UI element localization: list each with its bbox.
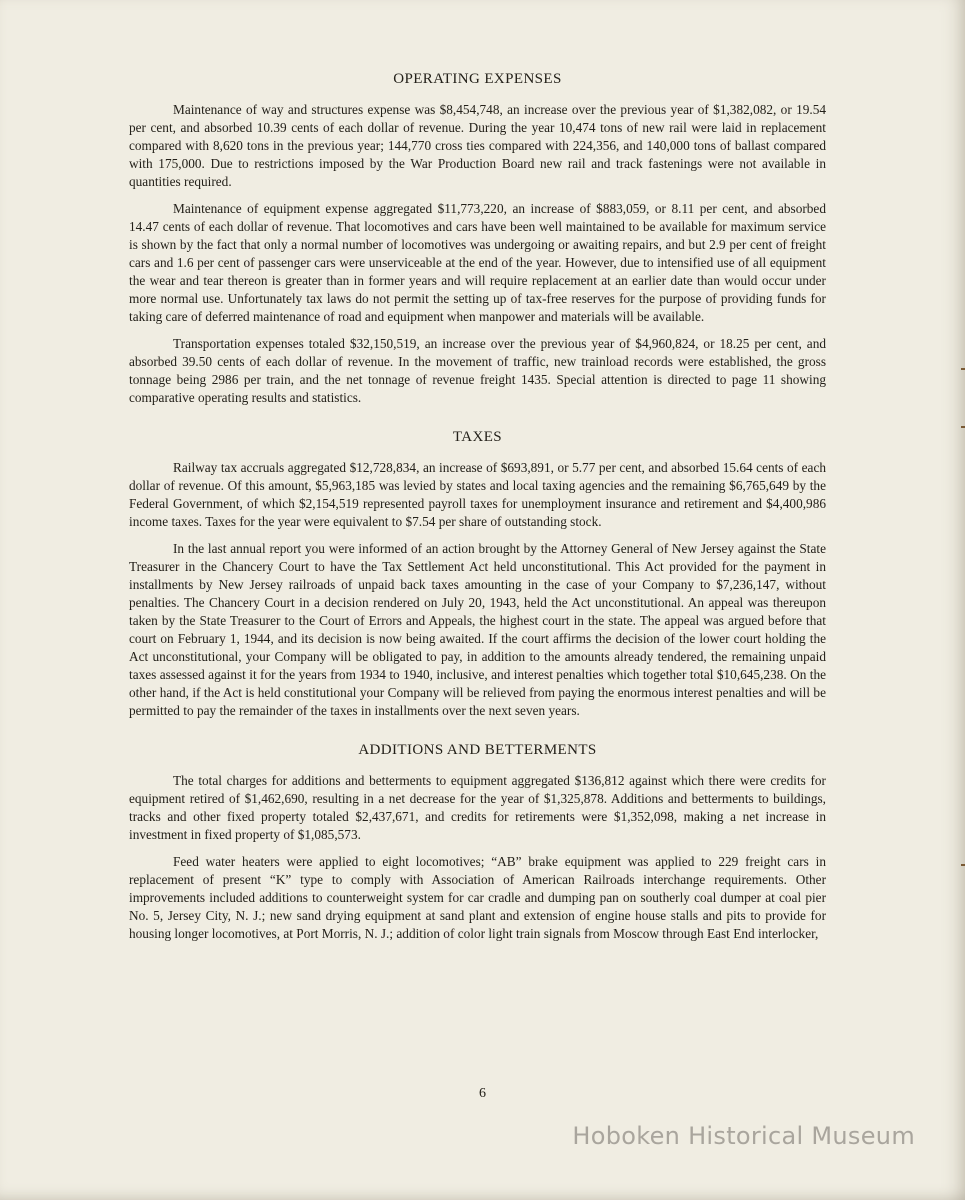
document-body — [129, 70, 826, 943]
additions-paragraph-2: Feed water heaters were applied to eight locomotives; “AB” brake equipment was applied to 229 freight cars in replacement of present “K” type to comply with Association of American Railroads interchange requirements. Other improvements included additions to counterweight system for car cradle and dumping pan on southerly coal dumper at coal pier No. 5, Jersey City, N. J.; new sand drying equipment at sand plant and extension of engine house stalls and pits to provide for housing longer locomotives, at Port Morris, N. J.; addition of color light train signals from Moscow through East End interlocker, — [129, 854, 826, 941]
taxes-heading: TAXES — [452, 429, 503, 445]
taxes-section — [129, 428, 826, 720]
additions-betterments-heading: ADDITIONS AND BETTERMENTS — [358, 742, 597, 758]
taxes-paragraph-1: Railway tax accruals aggregated $12,728,834, an increase of $693,891, or 5.77 per cent, and absorbed 15.64 cents of each dollar of revenue. Of this amount, $5,963,185 was levied by states and local taxing agencies and the remaining $6,765,649 by the Federal Government, of which $2,154,519 represented payroll taxes for unemployment insurance and retirement and $4,400,986 income taxes. Taxes for the year were equivalent to $7.54 per share of outstanding stock. — [129, 460, 826, 529]
page-edge-mark — [961, 864, 965, 866]
additions-paragraph-1: The total charges for additions and betterments to equipment aggregated $136,812 against which there were credits for equipment retired of $1,462,690, resulting in a net decrease for the year of $1,325,878. Additions and betterments to buildings, tracks and other fixed property totaled $2,437,671, and credits for retirements were $1,352,098, making a net increase in investment in fixed property of $1,085,573. — [129, 773, 826, 842]
museum-watermark: Hoboken Historical Museum — [572, 1122, 915, 1150]
additions-betterments-section — [129, 741, 826, 943]
taxes-paragraph-2: In the last annual report you were informed of an action brought by the Attorney General of New Jersey against the State Treasurer in the Chancery Court to have the Tax Settlement Act held unconstitutional. This Act provided for the payment in installments by New Jersey railroads of unpaid back taxes amounting in the case of your Company to $7,236,147, without penalties. The Chancery Court in a decision rendered on July 20, 1943, held the Act unconstitutional. An appeal was thereupon taken by the State Treasurer to the Court of Errors and Appeals, the highest court in the state. The appeal was argued before that court on February 1, 1944, and its decision is now being awaited. If the court affirms the decision of the lower court holding the Act unconstitutional, your Company will be obligated to pay, in addition to the amounts already tendered, the remaining unpaid taxes assessed against it for the years from 1934 to 1940, inclusive, and interest penalties which together total $10,645,238. On the other hand, if the Act is held constitutional your Company will be relieved from paying the enormous interest penalties and will be permitted to pay the remainder of the taxes in installments over the next seven years. — [129, 541, 826, 718]
page-edge-mark — [961, 426, 965, 428]
operating-expenses-section — [129, 70, 826, 407]
operating-expenses-heading: OPERATING EXPENSES — [393, 71, 562, 87]
page-number: 6 — [479, 1086, 486, 1101]
operating-paragraph-3: Transportation expenses totaled $32,150,519, an increase over the previous year of $4,960,824, or 18.25 per cent, and absorbed 39.50 cents of each dollar of revenue. In the movement of traffic, new trainload records were established, the gross tonnage being 2986 per train, and the net tonnage of revenue freight 1435. Special attention is directed to page 11 showing comparative operating results and statistics. — [129, 336, 826, 405]
operating-paragraph-1: Maintenance of way and structures expense was $8,454,748, an increase over the previous year of $1,382,082, or 19.54 per cent, and absorbed 10.39 cents of each dollar of revenue. During the year 10,474 tons of new rail were laid in replacement compared with 8,620 tons in the previous year; 144,770 cross ties compared with 224,356, and 140,000 tons of ballast compared with 175,000. Due to restrictions imposed by the War Production Board new rail and track fastenings were not available in quantities required. — [129, 102, 826, 189]
page-edge-mark — [961, 368, 965, 370]
operating-paragraph-2: Maintenance of equipment expense aggregated $11,773,220, an increase of $883,059, or 8.11 per cent, and absorbed 14.47 cents of each dollar of revenue. That locomotives and cars have been well maintained to be available for maximum service is shown by the fact that only a normal number of locomotives was undergoing or awaiting repairs, and but 2.9 per cent of freight cars and 1.6 per cent of passenger cars were unserviceable at the end of the year. However, due to intensified use of all equipment the wear and tear thereon is greater than in former years and will require replacement at an earlier date than would occur under more normal use. Unfortunately tax laws do not permit the setting up of tax-free reserves for the purpose of providing funds for taking care of deferred maintenance of road and equipment when manpower and materials will be available. — [129, 201, 826, 324]
